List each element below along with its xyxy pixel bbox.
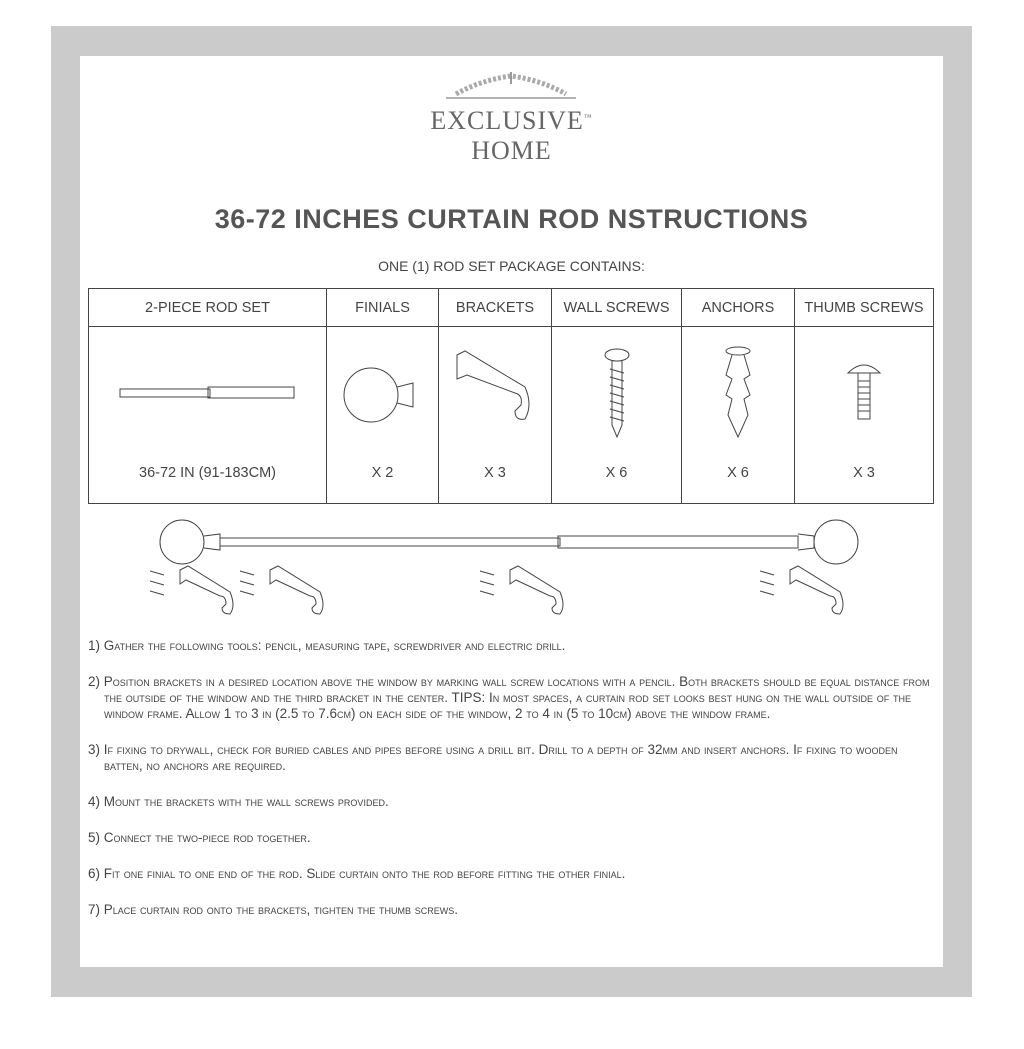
finials-cell (327, 327, 439, 504)
bracket-icon (445, 345, 545, 445)
step-4: 4) Mount the brackets with the wall screws provided. (88, 794, 389, 809)
step-2: 2) Position brackets in a desired location above the window by marking wall screw locations with a pencil. Both brackets should be equal distance from the outside of the window and the third bracket in the center. TIPS: In most spaces, a curtain rod set looks best hung on the wall outside of the window frame. Allow 1 to 3 in (2.5 to 7.6cm) on each side of the window, 2 to 4 in (5 to 10cm) above the window frame. (88, 674, 930, 721)
page-frame (51, 26, 972, 997)
qty: 36-72 IN (91-183CM) (139, 465, 276, 481)
qty: X 6 (727, 465, 749, 481)
step-7: 7) Place curtain rod onto the brackets, tighten the thumb screws. (88, 902, 459, 917)
instruction-steps (88, 638, 938, 938)
rod-cell (89, 327, 327, 504)
step-6: 6) Fit one finial to one end of the rod. Slide curtain onto the rod before fitting the other finial. (88, 866, 626, 881)
wall-screw-icon (597, 345, 637, 445)
col-finials: FINIALS (327, 289, 439, 327)
col-thumb-screws: THUMB SCREWS (795, 289, 934, 327)
brand-line1: EXCLUSIVE (430, 106, 584, 135)
page-title: 36-72 INCHES CURTAIN ROD NSTRUCTIONS (214, 204, 809, 234)
col-brackets: BRACKETS (439, 289, 552, 327)
anchor-icon (718, 345, 758, 445)
trademark: ™ (583, 112, 593, 122)
brand-line2: HOME (471, 136, 552, 165)
qty: X 3 (853, 465, 875, 481)
thumb-screws-cell (795, 327, 934, 504)
col-wall-screws: WALL SCREWS (552, 289, 682, 327)
rod-icon (118, 345, 298, 425)
brackets-cell (439, 327, 552, 504)
instruction-sheet (80, 56, 943, 967)
col-rod: 2-PIECE ROD SET (89, 289, 327, 327)
wall-screws-cell (552, 327, 682, 504)
qty: X 2 (371, 465, 394, 481)
col-anchors: ANCHORS (682, 289, 795, 327)
step-1: 1) Gather the following tools: pencil, measuring tape, screwdriver and electric drill. (88, 638, 566, 653)
logo-ornament-icon (441, 72, 581, 102)
parts-table (88, 288, 934, 504)
step-5: 5) Connect the two-piece rod together. (88, 830, 311, 845)
qty: X 3 (484, 465, 506, 481)
thumb-screw-icon (844, 357, 884, 457)
package-subtitle: ONE (1) ROD SET PACKAGE CONTAINS: (378, 258, 645, 274)
finial-icon (333, 345, 433, 445)
assembly-diagram (150, 516, 900, 626)
anchors-cell (682, 327, 795, 504)
qty: X 6 (605, 465, 628, 481)
step-3: 3) If fixing to drywall, check for buried cables and pipes before using a drill bit. Drill to a depth of 32mm and insert anchors. If fixing to wooden batten, no anchors are required. (88, 742, 898, 773)
